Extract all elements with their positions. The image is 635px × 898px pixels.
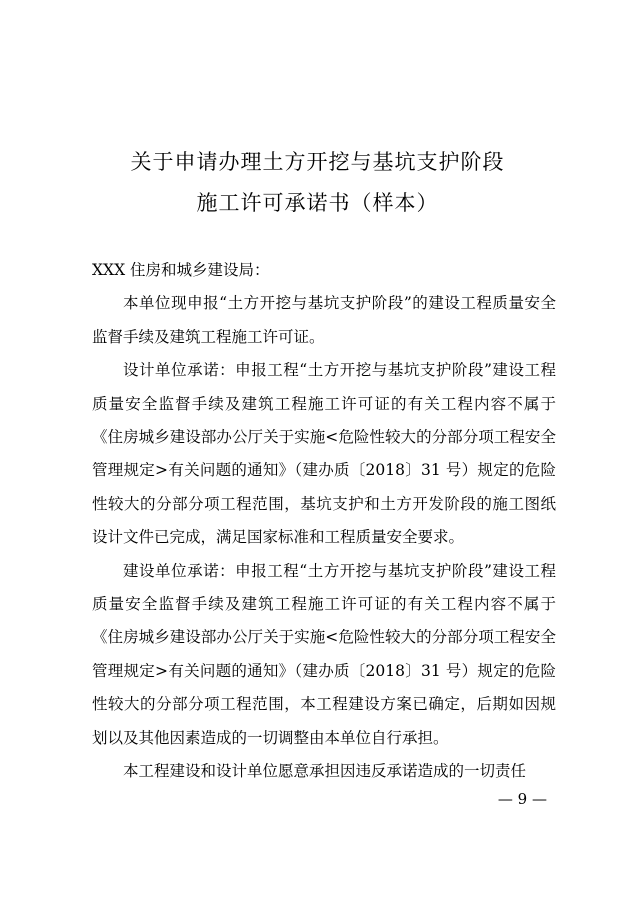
document-body	[92, 254, 556, 789]
document-title-line-1: 关于申请办理土方开挖与基坑支护阶段	[130, 150, 505, 174]
salutation: XXX 住房和城乡建设局：	[92, 261, 270, 279]
paragraph-construction-unit-commitment: 建设单位承诺：申报工程“土方开挖与基坑支护阶段”建设工程质量安全监督手续及建筑工程施工许可证的有关工程内容不属于《住房城乡建设部办公厅关于实施<危险性较大的分部分项工程安全管理规定>有关问题的通知》（建办质〔2018〕31 号）规定的危险性较大的分部分项工程范围，本工程建设方案已确定，后期如因规划以及其他因素造成的一切调整由本单位自行承担。	[92, 561, 556, 747]
paragraph-design-unit-commitment: 设计单位承诺：申报工程“土方开挖与基坑支护阶段”建设工程质量安全监督手续及建筑工程施工许可证的有关工程内容不属于《住房城乡建设部办公厅关于实施<危险性较大的分部分项工程安全管理规定>有关问题的通知》（建办质〔2018〕31 号）规定的危险性较大的分部分项工程范围，基坑支护和土方开发阶段的施工图纸设计文件已完成，满足国家标准和工程质量安全要求。	[92, 361, 556, 547]
page-number: — 9 —	[497, 790, 547, 808]
paragraph-liability: 本工程建设和设计单位愿意承担因违反承诺造成的一切责任	[123, 762, 527, 781]
document-title-line-2: 施工许可承诺书（样本）	[196, 191, 439, 215]
paragraph-application: 本单位现申报“土方开挖与基坑支护阶段”的建设工程质量安全监督手续及建筑工程施工许可证。	[92, 294, 556, 346]
